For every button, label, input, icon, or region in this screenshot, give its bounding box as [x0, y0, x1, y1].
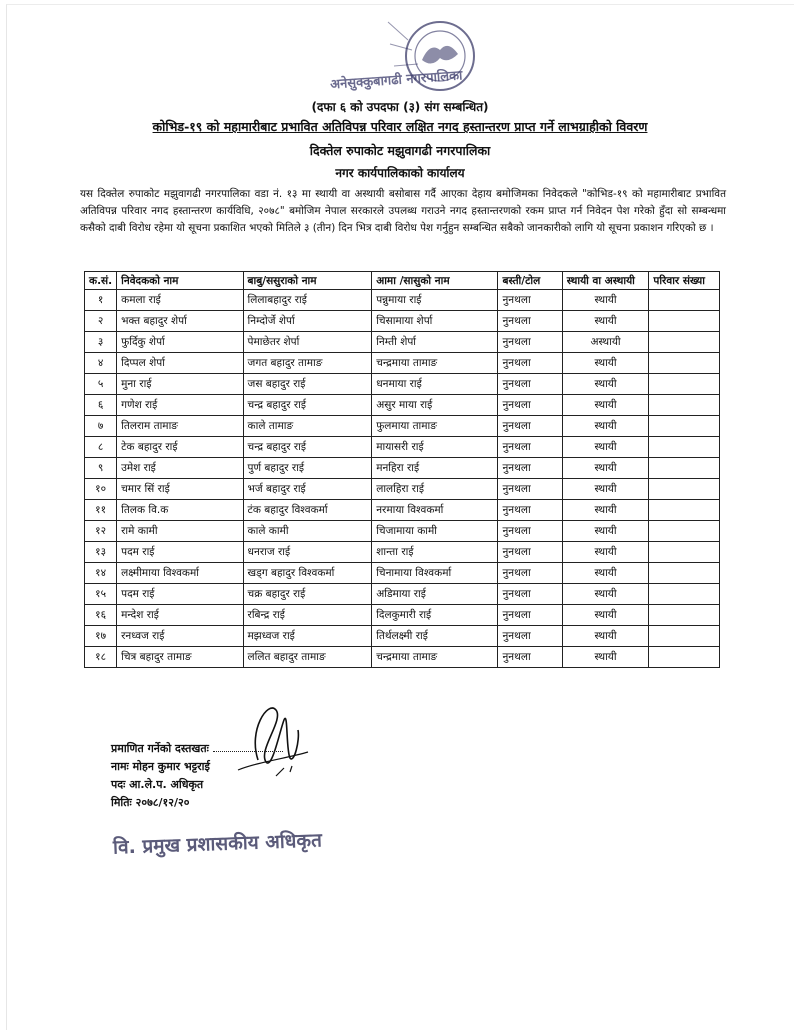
table-row — [85, 437, 720, 458]
cell-mother: चिजामाया कामी — [372, 521, 498, 542]
table-row — [85, 542, 720, 563]
cell-settlement: नुनथला — [498, 290, 562, 311]
table-row — [85, 458, 720, 479]
cell-settlement: नुनथला — [498, 647, 562, 668]
cell-father: मझध्वज राई — [243, 626, 372, 647]
cell-father: काले कामी — [243, 521, 372, 542]
cell-residency: स्थायी — [562, 647, 649, 668]
cell-father: काले तामाङ — [243, 416, 372, 437]
table-row — [85, 353, 720, 374]
col-header-mother: आमा /सासुको नाम — [372, 272, 498, 290]
office-name: नगर कार्यपालिकाको कार्यालय — [335, 166, 465, 180]
cell-family-size — [649, 353, 720, 374]
cell-mother: नरमाया विश्वकर्मा — [372, 500, 498, 521]
cell-sn: १३ — [85, 542, 117, 563]
cell-father: निम्दोर्जे शेर्पा — [243, 311, 372, 332]
cell-father: टंक बहादुर विश्वकर्मा — [243, 500, 372, 521]
cell-residency: स्थायी — [562, 479, 649, 500]
cell-applicant: गणेश राई — [117, 395, 243, 416]
cell-father: चक्र बहादुर राई — [243, 584, 372, 605]
date-value: २०७८/१२/२० — [135, 796, 190, 809]
table-row — [85, 395, 720, 416]
cell-mother: लालहिरा राई — [372, 479, 498, 500]
cell-family-size — [649, 311, 720, 332]
cell-father: चन्द्र बहादुर राई — [243, 395, 372, 416]
municipality-name: दिक्तेल रुपाकोट मझुवागढी नगरपालिका — [309, 143, 491, 158]
cell-father: पेमाछेतर शेर्पा — [243, 332, 372, 353]
cell-residency: स्थायी — [562, 395, 649, 416]
seal-text: अनेसुक्कुबागढी नगरपालिका — [329, 68, 463, 93]
cell-settlement: नुनथला — [498, 605, 562, 626]
cell-family-size — [649, 521, 720, 542]
table-row — [85, 332, 720, 353]
cell-settlement: नुनथला — [498, 311, 562, 332]
cell-applicant: रामे कामी — [117, 521, 243, 542]
cell-applicant: पदम राई — [117, 542, 243, 563]
cell-applicant: भक्त बहादुर शेर्पा — [117, 311, 243, 332]
cell-family-size — [649, 437, 720, 458]
cell-father: लिलाबहादुर राई — [243, 290, 372, 311]
cell-mother: पन्नुमाया राई — [372, 290, 498, 311]
table-row — [85, 311, 720, 332]
col-header-applicant: निवेदकको नाम — [117, 272, 243, 290]
cell-settlement: नुनथला — [498, 500, 562, 521]
cell-applicant: टेक बहादुर राई — [117, 437, 243, 458]
cell-sn: ४ — [85, 353, 117, 374]
cell-residency: स्थायी — [562, 521, 649, 542]
cell-residency: अस्थायी — [562, 332, 649, 353]
cell-family-size — [649, 458, 720, 479]
cell-settlement: नुनथला — [498, 563, 562, 584]
cell-family-size — [649, 416, 720, 437]
cell-settlement: नुनथला — [498, 584, 562, 605]
cell-residency: स्थायी — [562, 374, 649, 395]
cell-sn: १८ — [85, 647, 117, 668]
cell-residency: स्थायी — [562, 542, 649, 563]
cell-sn: १४ — [85, 563, 117, 584]
cell-settlement: नुनथला — [498, 332, 562, 353]
post-label: पदः — [111, 778, 126, 791]
table-row — [85, 521, 720, 542]
cell-residency: स्थायी — [562, 458, 649, 479]
cell-settlement: नुनथला — [498, 626, 562, 647]
cell-settlement: नुनथला — [498, 521, 562, 542]
cell-family-size — [649, 605, 720, 626]
cell-sn: १५ — [85, 584, 117, 605]
cell-mother: मनहिरा राई — [372, 458, 498, 479]
cell-father: खड्ग बहादुर विश्वकर्मा — [243, 563, 372, 584]
cell-residency: स्थायी — [562, 500, 649, 521]
cell-mother: दिलकुमारी राई — [372, 605, 498, 626]
table-row — [85, 605, 720, 626]
col-header-family-size: परिवार संख्या — [649, 272, 720, 290]
cell-applicant: पदम राई — [117, 584, 243, 605]
cell-mother: चिनामाया विश्वकर्मा — [372, 563, 498, 584]
cell-applicant: तिलराम तामाङ — [117, 416, 243, 437]
cell-sn: ९ — [85, 458, 117, 479]
cell-family-size — [649, 332, 720, 353]
cell-applicant: फुर्दिकु शेर्पा — [117, 332, 243, 353]
cell-settlement: नुनथला — [498, 437, 562, 458]
cell-sn: १२ — [85, 521, 117, 542]
cell-applicant: चमार सिं राई — [117, 479, 243, 500]
cell-father: पुर्ण बहादुर राई — [243, 458, 372, 479]
table-header-row — [85, 272, 720, 290]
cell-applicant: मन्देश राई — [117, 605, 243, 626]
post-value: आ.ले.प. अधिकृत — [129, 778, 204, 791]
cell-mother: अडिमाया राई — [372, 584, 498, 605]
cell-mother: असुर माया राई — [372, 395, 498, 416]
cell-mother: शान्ता राई — [372, 542, 498, 563]
cell-sn: १ — [85, 290, 117, 311]
cell-sn: ५ — [85, 374, 117, 395]
cell-sn: ८ — [85, 437, 117, 458]
cell-residency: स्थायी — [562, 311, 649, 332]
cell-settlement: नुनथला — [498, 416, 562, 437]
cell-mother: चन्द्रमाया तामाङ — [372, 353, 498, 374]
cell-residency: स्थायी — [562, 416, 649, 437]
cell-applicant: लक्ष्मीमाया विश्वकर्मा — [117, 563, 243, 584]
table-row — [85, 374, 720, 395]
cell-residency: स्थायी — [562, 626, 649, 647]
cell-mother: निम्ती शेर्पा — [372, 332, 498, 353]
cell-father: धनराज राई — [243, 542, 372, 563]
table-row — [85, 584, 720, 605]
beneficiary-table — [84, 271, 720, 668]
name-value: मोहन कुमार भट्टराई — [132, 760, 210, 773]
cell-applicant: कमला राई — [117, 290, 243, 311]
cell-settlement: नुनथला — [498, 479, 562, 500]
cell-family-size — [649, 542, 720, 563]
cell-family-size — [649, 626, 720, 647]
certification-block — [111, 740, 283, 812]
cell-applicant: रनध्वज राई — [117, 626, 243, 647]
cell-settlement: नुनथला — [498, 458, 562, 479]
cell-residency: स्थायी — [562, 290, 649, 311]
cell-family-size — [649, 479, 720, 500]
cell-applicant: उमेश राई — [117, 458, 243, 479]
cell-mother: चन्द्रमाया तामाङ — [372, 647, 498, 668]
cell-mother: तिर्थलक्ष्मी राई — [372, 626, 498, 647]
date-label: मितिः — [111, 796, 132, 809]
cell-mother: मायासरी राई — [372, 437, 498, 458]
official-stamp-text: वि. प्रमुख प्रशासकीय अधिकृत — [112, 829, 323, 859]
cell-family-size — [649, 584, 720, 605]
col-header-sn: क.सं. — [85, 272, 117, 290]
signature-line — [213, 751, 283, 752]
table-row — [85, 416, 720, 437]
table-row — [85, 626, 720, 647]
cell-sn: ३ — [85, 332, 117, 353]
page-title: कोभिड-१९ को महामारीबाट प्रभावित अतिविपन्न परिवार लक्षित नगद हस्तान्तरण प्राप्त गर्ने लाभग्राहीको विवरण — [152, 119, 648, 134]
cell-father: चन्द्र बहादुर राई — [243, 437, 372, 458]
cell-father: भर्ज बहादुर राई — [243, 479, 372, 500]
cell-family-size — [649, 647, 720, 668]
cell-settlement: नुनथला — [498, 353, 562, 374]
cell-family-size — [649, 374, 720, 395]
col-header-residency: स्थायी वा अस्थायी — [562, 272, 649, 290]
cell-residency: स्थायी — [562, 563, 649, 584]
col-header-settlement: बस्ती/टोल — [498, 272, 562, 290]
table-row — [85, 290, 720, 311]
signature-label: प्रमाणित गर्नेको दस्तखतः — [111, 742, 209, 755]
cell-sn: १६ — [85, 605, 117, 626]
cell-sn: १० — [85, 479, 117, 500]
cell-sn: २ — [85, 311, 117, 332]
cell-applicant: चित्र बहादुर तामाङ — [117, 647, 243, 668]
notice-paragraph: यस दिक्तेल रुपाकोट मझुवागढी नगरपालिका वडा नं. १३ मा स्थायी वा अस्थायी बसोबास गर्दै आएका देहाय बमोजिमका निवेदकले "कोभिड-१९ को महामारीबाट प्रभावित अतिविपन्न परिवार नगद हस्तान्तरण कार्यविधि, २०७८" बमोजिम नेपाल सरकारले उपलब्ध गराउने नगद हस्तान्तरणको रकम प्राप्त गर्न निवेदन पेश गरेको हुँदा सो सम्बन्धमा कसैको दाबी विरोध रहेमा यो सूचना प्रकाशित भएको मितिले ३ (तीन) दिन भित्र दाबी विरोध पेश गर्नुहुन सम्बन्धित सबैको जानकारीको लागि यो सूचना प्रकाशन गरिएको छ । — [80, 188, 726, 234]
cell-mother: धनमाया राई — [372, 374, 498, 395]
name-label: नामः — [111, 760, 129, 773]
col-header-father: बाबु/ससुराको नाम — [243, 272, 372, 290]
cell-residency: स्थायी — [562, 605, 649, 626]
cell-sn: ११ — [85, 500, 117, 521]
cell-father: रबिन्द्र राई — [243, 605, 372, 626]
cell-residency: स्थायी — [562, 584, 649, 605]
cell-father: जस बहादुर राई — [243, 374, 372, 395]
cell-family-size — [649, 500, 720, 521]
cell-family-size — [649, 563, 720, 584]
section-reference: (दफा ६ को उपदफा (३) संग सम्बन्धित) — [311, 100, 489, 114]
cell-residency: स्थायी — [562, 437, 649, 458]
table-row — [85, 563, 720, 584]
cell-sn: १७ — [85, 626, 117, 647]
cell-father: जगत बहादुर तामाङ — [243, 353, 372, 374]
cell-applicant: दिप्पल शेर्पा — [117, 353, 243, 374]
table-row — [85, 647, 720, 668]
cell-family-size — [649, 290, 720, 311]
cell-sn: ६ — [85, 395, 117, 416]
table-row — [85, 500, 720, 521]
cell-applicant: तिलक वि.क — [117, 500, 243, 521]
cell-sn: ७ — [85, 416, 117, 437]
cell-applicant: मुना राई — [117, 374, 243, 395]
cell-residency: स्थायी — [562, 353, 649, 374]
cell-settlement: नुनथला — [498, 374, 562, 395]
table-row — [85, 479, 720, 500]
cell-father: ललित बहादुर तामाङ — [243, 647, 372, 668]
cell-settlement: नुनथला — [498, 542, 562, 563]
cell-family-size — [649, 395, 720, 416]
cell-settlement: नुनथला — [498, 395, 562, 416]
cell-mother: चिसामाया शेर्पा — [372, 311, 498, 332]
cell-mother: फुलमाया तामाङ — [372, 416, 498, 437]
